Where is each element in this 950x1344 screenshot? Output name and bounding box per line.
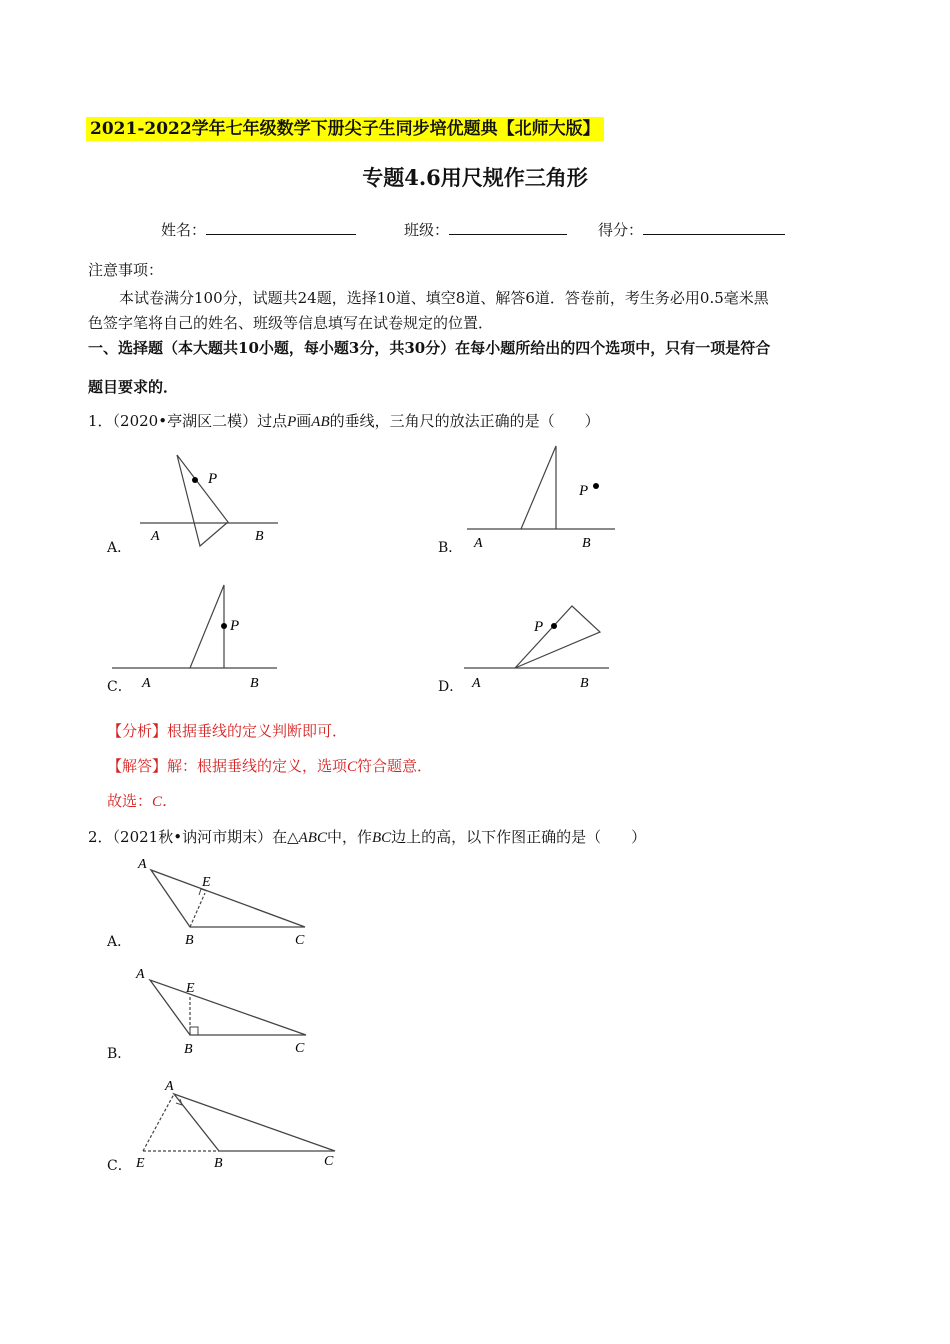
label-b: B: [184, 1042, 193, 1057]
label-a: A: [142, 676, 151, 691]
q1-option-b-figure[interactable]: [465, 440, 620, 555]
q2-number: 2．: [88, 828, 113, 846]
label-e: E: [202, 875, 211, 890]
label-p: P: [208, 471, 218, 487]
analysis-tag: 【分析】: [107, 722, 168, 740]
label-a: A: [151, 529, 160, 544]
label-a: A: [165, 1079, 174, 1094]
score-label: 得分：: [598, 221, 644, 239]
label-a: A: [136, 967, 145, 982]
q2-text: 在△: [272, 828, 299, 846]
label-b: B: [214, 1156, 223, 1171]
answer-text: 符合题意．: [357, 757, 433, 775]
q1-option-a-figure[interactable]: [138, 450, 283, 550]
q2-option-b-figure[interactable]: [130, 963, 315, 1063]
score-field: [598, 219, 785, 240]
q1-option-c-label[interactable]: C．: [107, 679, 132, 695]
q1-answer: [107, 755, 432, 776]
q1-choice: [107, 790, 177, 811]
answer-option: C: [347, 759, 358, 775]
q1-option-d-label[interactable]: D．: [438, 679, 464, 695]
name-blank[interactable]: [206, 220, 356, 235]
q1-text: 过点: [257, 412, 288, 430]
notice-line-2: 色签字笔将自己的姓名、班级等信息填写在试卷规定的位置．: [88, 314, 494, 332]
label-e: E: [186, 981, 195, 996]
q2-source: （2021秋•讷河市期末）: [112, 828, 273, 846]
notice-heading: 注意事项：: [88, 261, 164, 279]
answer-tag: 【解答】: [107, 757, 168, 775]
q2-option-c-label[interactable]: C．: [107, 1158, 132, 1174]
label-a: A: [472, 676, 481, 691]
q1-text: 的垂线，三角尺的放法正确的是（ ）: [329, 412, 600, 430]
q2-option-c-figure[interactable]: [130, 1072, 345, 1172]
analysis-text: 根据垂线的定义判断即可．: [167, 722, 348, 740]
q2-text: 边上的高，以下作图正确的是（ ）: [391, 828, 647, 846]
name-label: 姓名：: [161, 221, 207, 239]
q2-side: BC: [371, 830, 392, 846]
label-b: B: [250, 676, 259, 691]
question-2: [88, 826, 646, 847]
notice-line-1: 本试卷满分100分，试题共24题，选择10道、填空8道、解答6道．答卷前，考生务必用0.5毫米黑: [119, 289, 769, 307]
q2-option-b-label[interactable]: B．: [107, 1046, 132, 1062]
q1-analysis: [107, 720, 347, 741]
document-title: 专题4.6用尺规作三角形: [362, 165, 588, 190]
section-heading-2: 题目要求的．: [88, 378, 179, 396]
label-b: B: [185, 933, 194, 948]
label-c: C: [295, 1041, 305, 1056]
series-title: 2021-2022学年七年级数学下册尖子生同步培优题典【北师大版】: [90, 119, 600, 139]
q1-line: AB: [311, 414, 330, 430]
q2-text: 中，作: [326, 828, 372, 846]
section-heading-1: 一、选择题（本大题共10小题，每小题3分，共30分）在每小题所给出的四个选项中，只有一项是符合: [88, 339, 771, 357]
score-blank[interactable]: [643, 220, 785, 235]
label-p: P: [534, 619, 544, 635]
answer-text: 解：根据垂线的定义，选项: [167, 757, 348, 775]
class-field: [404, 219, 567, 240]
q1-source: （2020•亭湖区二模）: [112, 412, 258, 430]
label-a: A: [138, 857, 147, 872]
q1-option-c-figure[interactable]: [110, 580, 280, 695]
class-label: 班级：: [404, 221, 450, 239]
q2-triangle: ABC: [298, 830, 327, 846]
q1-option-b-label[interactable]: B．: [438, 540, 463, 556]
q1-text: 画: [296, 412, 312, 430]
label-b: B: [255, 529, 264, 544]
name-field: [161, 219, 356, 240]
q2-option-a-label[interactable]: A．: [107, 934, 132, 950]
choice-value: C．: [152, 794, 178, 810]
label-p: P: [579, 483, 589, 499]
q1-option-d-figure[interactable]: [462, 598, 617, 698]
series-title-banner: [86, 117, 604, 141]
label-p: P: [230, 618, 240, 634]
q2-option-a-figure[interactable]: [130, 850, 315, 950]
label-c: C: [295, 933, 305, 948]
question-1: [88, 410, 600, 431]
label-b: B: [580, 676, 589, 691]
label-e: E: [136, 1156, 145, 1171]
label-a: A: [474, 536, 483, 551]
label-b: B: [582, 536, 591, 551]
q1-option-a-label[interactable]: A．: [107, 540, 132, 556]
choice-label: 故选：: [107, 792, 153, 810]
label-c: C: [324, 1154, 334, 1169]
q1-point: P: [287, 414, 297, 430]
q1-number: 1．: [88, 412, 113, 430]
class-blank[interactable]: [449, 220, 567, 235]
